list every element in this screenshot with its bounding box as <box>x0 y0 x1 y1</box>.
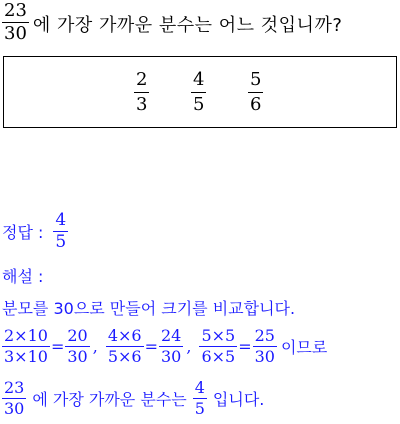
choices-box <box>3 56 397 128</box>
explanation-label: 해설 : <box>2 267 44 286</box>
fraction-numerator: 25 <box>254 326 275 345</box>
fraction-denominator: 30 <box>4 399 25 418</box>
fraction-denominator: 6 <box>250 94 262 115</box>
equals-sign: = <box>238 337 252 356</box>
fraction-denominator: 30 <box>160 347 182 366</box>
term-lhs-fraction <box>2 328 50 365</box>
fraction-denominator: 5 <box>193 94 205 115</box>
question-text: 에 가장 가까운 분수는 어느 것입니까? <box>32 14 343 36</box>
fraction-denominator: 30 <box>254 347 275 366</box>
explanation-line-3-middle: 에 가장 가까운 분수는 <box>32 390 187 409</box>
fraction-numerator: 23 <box>4 0 27 21</box>
choice-2[interactable] <box>191 71 206 114</box>
choice-3[interactable] <box>248 71 263 114</box>
fraction-numerator: 4 <box>194 378 205 397</box>
question <box>2 2 342 43</box>
term-rhs-fraction <box>159 328 183 365</box>
fraction-denominator: 3 <box>136 94 148 115</box>
fraction-numerator: 2 <box>136 69 148 90</box>
explanation-line-3-tail: 입니다. <box>212 390 265 409</box>
choice-1[interactable] <box>134 71 149 114</box>
fraction-numerator: 4 <box>55 210 67 230</box>
equals-sign: = <box>144 337 158 356</box>
fraction-numerator: 5×5 <box>201 326 236 345</box>
fraction-numerator: 2×10 <box>4 326 48 345</box>
term-lhs-fraction <box>106 328 144 365</box>
term-rhs-fraction <box>65 328 89 365</box>
explanation-line-2-tail: 이므로 <box>280 338 328 357</box>
fraction-numerator: 4 <box>193 69 205 90</box>
target-fraction <box>2 380 26 417</box>
fraction-denominator: 6×5 <box>201 347 236 366</box>
fraction-denominator: 5 <box>55 232 67 252</box>
answer-label: 정답 : <box>2 223 44 242</box>
fraction-denominator: 30 <box>4 23 27 44</box>
fraction-bar <box>191 92 206 93</box>
fraction-numerator: 23 <box>4 378 25 397</box>
explanation-line-3 <box>2 380 270 417</box>
equals-sign: = <box>50 337 65 356</box>
term-lhs-fraction <box>199 328 237 365</box>
result-fraction <box>193 380 207 417</box>
fraction-denominator: 30 <box>67 347 88 366</box>
fraction-denominator: 5×6 <box>107 347 142 366</box>
fraction-numerator: 5 <box>250 69 262 90</box>
fraction-bar <box>248 92 263 93</box>
fraction-denominator: 3×10 <box>4 347 48 366</box>
question-fraction <box>2 2 29 43</box>
separator: , <box>186 337 192 356</box>
fraction-numerator: 4×6 <box>107 326 142 345</box>
fraction-numerator: 24 <box>160 326 182 345</box>
term-rhs-fraction <box>253 328 277 365</box>
answer <box>2 212 68 251</box>
fraction-numerator: 20 <box>67 326 88 345</box>
fraction-denominator: 5 <box>194 399 205 418</box>
fraction-bar <box>134 92 149 93</box>
answer-fraction <box>53 212 68 251</box>
separator: , <box>92 337 98 356</box>
explanation-line-1: 분모를 30으로 만들어 크기를 비교합니다. <box>2 299 296 318</box>
explanation-line-2 <box>2 328 327 365</box>
